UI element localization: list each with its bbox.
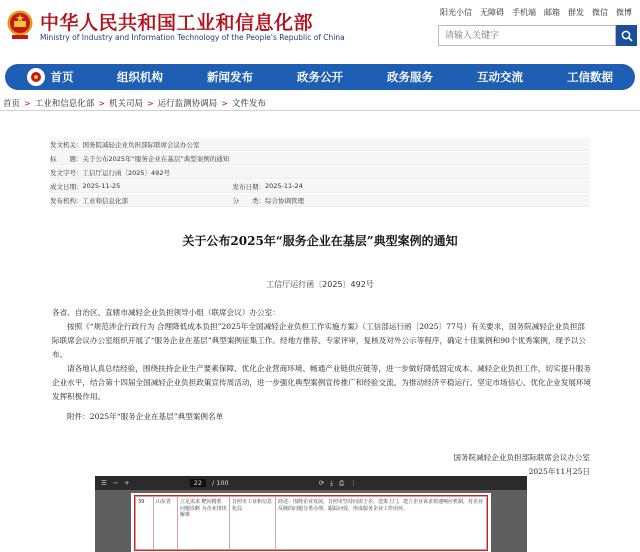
breadcrumb-ministry[interactable]: 工业和信息化部 bbox=[34, 99, 95, 109]
meta-row-docno bbox=[50, 166, 590, 179]
chevron-right-icon: > bbox=[98, 98, 105, 108]
more-icon[interactable]: ⋮ bbox=[350, 479, 357, 487]
top-link-weibo[interactable]: 微博 bbox=[616, 8, 632, 17]
meta-label: 标 题： bbox=[50, 154, 83, 163]
site-name-en: Ministry of Industry and Information Technology of the People's Republic of China bbox=[40, 33, 345, 42]
pdf-table-row bbox=[135, 496, 487, 550]
meta-label: 发布机构： bbox=[50, 196, 83, 205]
menu-icon[interactable]: ☰ bbox=[101, 479, 107, 487]
meta-value: 2025-11-24 bbox=[265, 182, 303, 190]
meta-value: 2025-11-25 bbox=[82, 182, 121, 190]
chevron-right-icon: > bbox=[146, 98, 154, 108]
pdf-viewer[interactable] bbox=[95, 476, 527, 552]
breadcrumb-current[interactable]: 文件发布 bbox=[231, 99, 266, 109]
pdf-toolbar bbox=[95, 476, 527, 490]
meta-value: 国务院减轻企业负担部际联席会议办公室 bbox=[82, 140, 200, 149]
meta-value: 工信厅运行函〔2025〕492号 bbox=[82, 168, 170, 177]
row-region: 山东省 bbox=[154, 497, 178, 549]
meta-label: 发布日期： bbox=[232, 182, 265, 191]
top-link-group[interactable]: 群发 bbox=[568, 8, 584, 17]
zoom-out-icon[interactable]: − bbox=[112, 479, 119, 487]
meta-label: 发文机关： bbox=[50, 140, 83, 149]
nav-item-organization[interactable]: 组织机构 bbox=[117, 70, 163, 84]
divider bbox=[0, 110, 640, 111]
attachment-link[interactable]: 附件：2025年“服务企业在基层”典型案例名单 bbox=[67, 412, 224, 421]
emblem-small-icon bbox=[27, 68, 45, 86]
site-name[interactable]: 中华人民共和国工业和信息化部 bbox=[40, 12, 314, 34]
page-number-input[interactable]: 22 bbox=[190, 479, 206, 487]
breadcrumb-home[interactable]: 首页 bbox=[3, 99, 21, 109]
search-input[interactable] bbox=[438, 25, 616, 46]
nav-item-services[interactable]: 政务服务 bbox=[387, 70, 433, 84]
chevron-right-icon: > bbox=[24, 98, 31, 108]
row-number: 39 bbox=[136, 497, 154, 549]
nav-item-data[interactable]: 工信数据 bbox=[567, 70, 613, 84]
meta-row-title bbox=[50, 152, 590, 165]
row-summary: 简述：围绕企业发展，日照市坚持问需于企、送策上门，建立企业诉求快速响应机制，对企业反映的问题分类办理、跟踪问效，形成服务企业工作闭环。 bbox=[278, 499, 484, 512]
download-icon[interactable]: ⤓ bbox=[330, 478, 334, 487]
page-total: / 100 bbox=[212, 479, 229, 487]
zoom-in-icon[interactable]: + bbox=[124, 479, 130, 487]
breadcrumb bbox=[3, 97, 266, 109]
top-links bbox=[440, 7, 632, 18]
print-icon[interactable]: ⎙ bbox=[339, 478, 345, 487]
meta-label: 分 类： bbox=[232, 196, 265, 205]
nav-item-news[interactable]: 新闻发布 bbox=[207, 70, 253, 84]
top-link-mobile[interactable]: 手机端 bbox=[512, 8, 536, 17]
nav-item-home[interactable] bbox=[5, 68, 95, 86]
meta-value: 关于公布2025年“服务企业在基层”典型案例的通知 bbox=[82, 154, 230, 163]
meta-value: 工业和信息化部 bbox=[82, 196, 128, 205]
chevron-right-icon: > bbox=[221, 98, 228, 108]
top-link-accessibility[interactable]: 无障碍 bbox=[480, 8, 504, 17]
top-link-wechat[interactable]: 微信 bbox=[592, 8, 608, 17]
article-body bbox=[52, 306, 592, 424]
top-link-sunshine[interactable]: 阳光小信 bbox=[440, 8, 472, 17]
article-title: 关于公布2025年“服务企业在基层”典型案例的通知 bbox=[182, 234, 458, 248]
meta-label: 成文日期： bbox=[50, 182, 83, 191]
search-button[interactable] bbox=[616, 25, 637, 46]
nav-item-interaction[interactable]: 互动交流 bbox=[477, 70, 523, 84]
pdf-page bbox=[131, 493, 491, 552]
main-nav bbox=[5, 64, 635, 90]
top-link-mail[interactable]: 邮箱 bbox=[544, 8, 560, 17]
salutation: 各省、自治区、直辖市减轻企业负担领导小组（联席会议）办公室： bbox=[52, 308, 280, 317]
meta-row-dates bbox=[50, 180, 590, 193]
row-unit: 日照市工业和信息化局 bbox=[230, 497, 276, 549]
site-header bbox=[0, 0, 640, 60]
document-number: 工信厅运行函〔2025〕492号 bbox=[266, 280, 374, 289]
nav-item-home-label: 首页 bbox=[50, 70, 74, 84]
signature-block bbox=[400, 451, 590, 479]
meta-value: 综合协调管理 bbox=[265, 196, 304, 205]
paragraph: 按照《“规范涉企行政行为 合理降低成本负担”2025年全国减轻企业负担工作实施方案》（工信部运行函〔2025〕77号）有关要求，国务院减轻企业负担部际联席会议办公室组织开展了“服务企业在基层”典型案例征集工作。经地方推荐、专家评审，复核及对外公示等程序，确定十佳案例和90个优秀案例，现予以公布。 bbox=[52, 322, 586, 359]
paragraph: 请各地认真总结经验，围绕扶持企业生产要素保障、优化企业营商环境、畅通产业链供应链等，进一步做好降低固定成本、减轻企业负担工作，切实提升服务企业水平，结合第十四届全国减轻企业负担政策宣传周活动，进一步强化典型案例宣传推广和经验交流，为推动经济平稳运行、坚定市场信心、优化企业发展环境发挥积极作用。 bbox=[52, 364, 592, 401]
rotate-icon[interactable]: ⟳ bbox=[318, 479, 325, 487]
meta-label: 发文字号： bbox=[50, 168, 83, 177]
document-meta-table bbox=[50, 138, 590, 208]
meta-row-issuer bbox=[50, 138, 590, 151]
row-case-name: 立足需求 靶向精准 问题诊断 为企业排忧解难 bbox=[178, 497, 230, 549]
signer: 国务院减轻企业负担部际联席会议办公室 bbox=[453, 453, 590, 462]
nav-item-gov-affairs[interactable]: 政务公开 bbox=[297, 70, 343, 84]
breadcrumb-bureau[interactable]: 运行监测协调局 bbox=[157, 99, 218, 109]
sign-date: 2025年11月25日 bbox=[528, 467, 590, 476]
national-emblem-icon bbox=[6, 9, 34, 41]
search-icon bbox=[621, 30, 633, 42]
meta-row-org bbox=[50, 194, 590, 207]
breadcrumb-departments[interactable]: 机关司局 bbox=[108, 99, 143, 109]
